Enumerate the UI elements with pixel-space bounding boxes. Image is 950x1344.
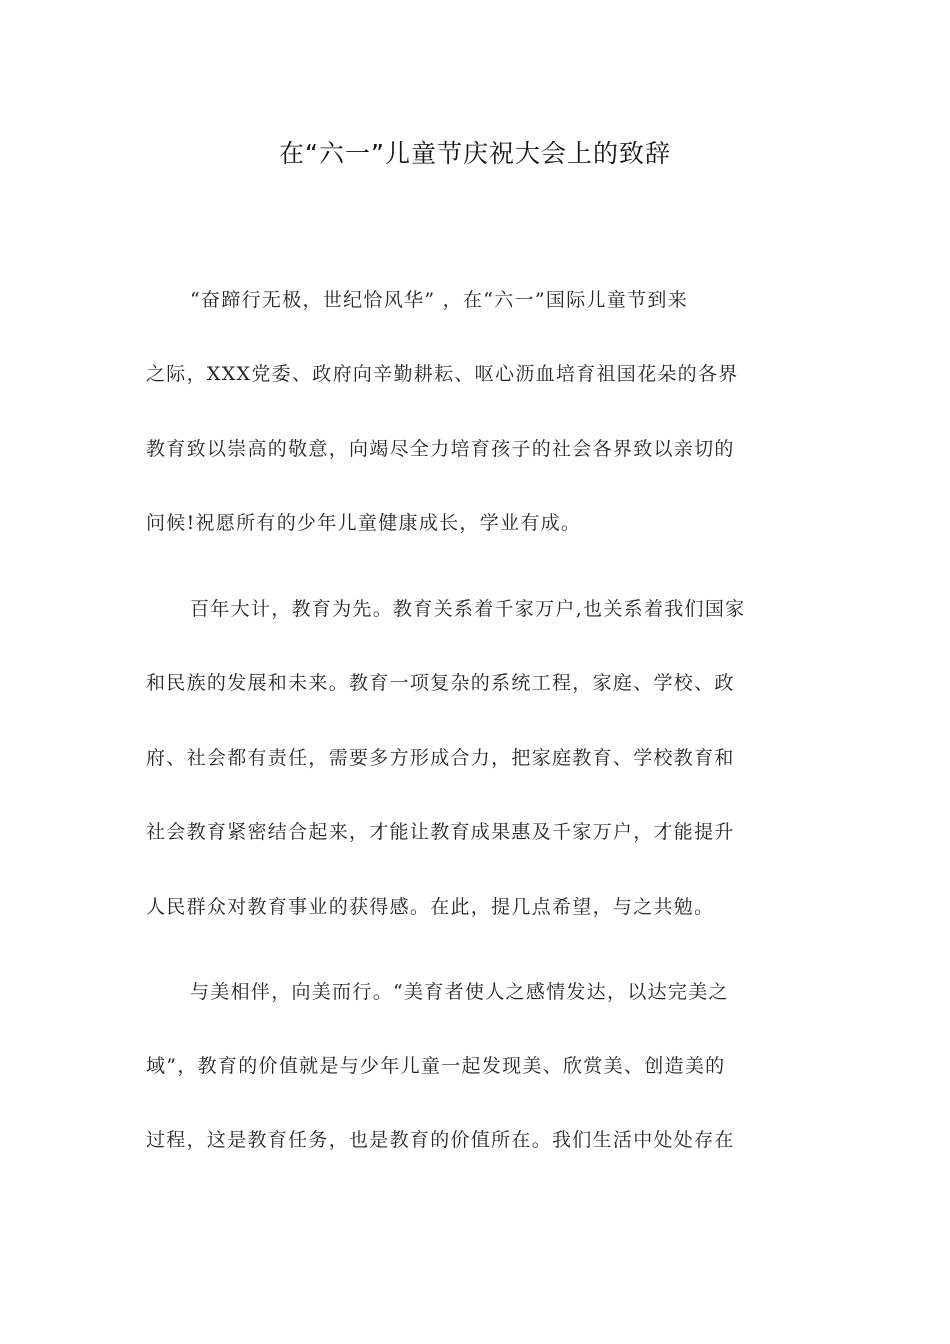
paragraph-line: 教育致以崇高的敬意，向竭尽全力培育孩子的社会各界致以亲切的: [146, 438, 735, 460]
paragraph-line: 府、社会都有责任，需要多方形成合力，把家庭教育、学校教育和: [146, 747, 735, 769]
paragraph-line: 之际，XXX党委、政府向辛勤耕耘、呕心沥血培育祖国花朵的各界: [146, 363, 739, 385]
paragraph-line: 社会教育紧密结合起来，才能让教育成果惠及千家万户，才能提升: [146, 821, 735, 843]
paragraph-line: 问候!祝愿所有的少年儿童健康成长，学业有成。: [146, 512, 582, 534]
paragraph-line: “奋蹄行无极，世纪恰风华” ，在“六一”国际儿童节到来: [190, 289, 688, 311]
paragraph-line: 百年大计，教育为先。教育关系着千家万户,也关系着我们国家: [190, 598, 746, 620]
paragraph-line: 域”，教育的价值就是与少年儿童一起发现美、欣赏美、创造美的: [146, 1055, 726, 1077]
paragraph-line: 过程，这是教育任务，也是教育的价值所在。我们生活中处处存在: [146, 1129, 735, 1151]
document-title: 在“六一”儿童节庆祝大会上的致辞: [279, 139, 671, 168]
paragraph-line: 人民群众对教育事业的获得感。在此，提几点希望，与之共勉。: [146, 896, 715, 918]
paragraph-line: 与美相伴，向美而行。“美育者使人之感情发达，以达完美之: [190, 981, 729, 1003]
paragraph-line: 和民族的发展和未来。教育一项复杂的系统工程，家庭、学校、政: [146, 672, 735, 694]
